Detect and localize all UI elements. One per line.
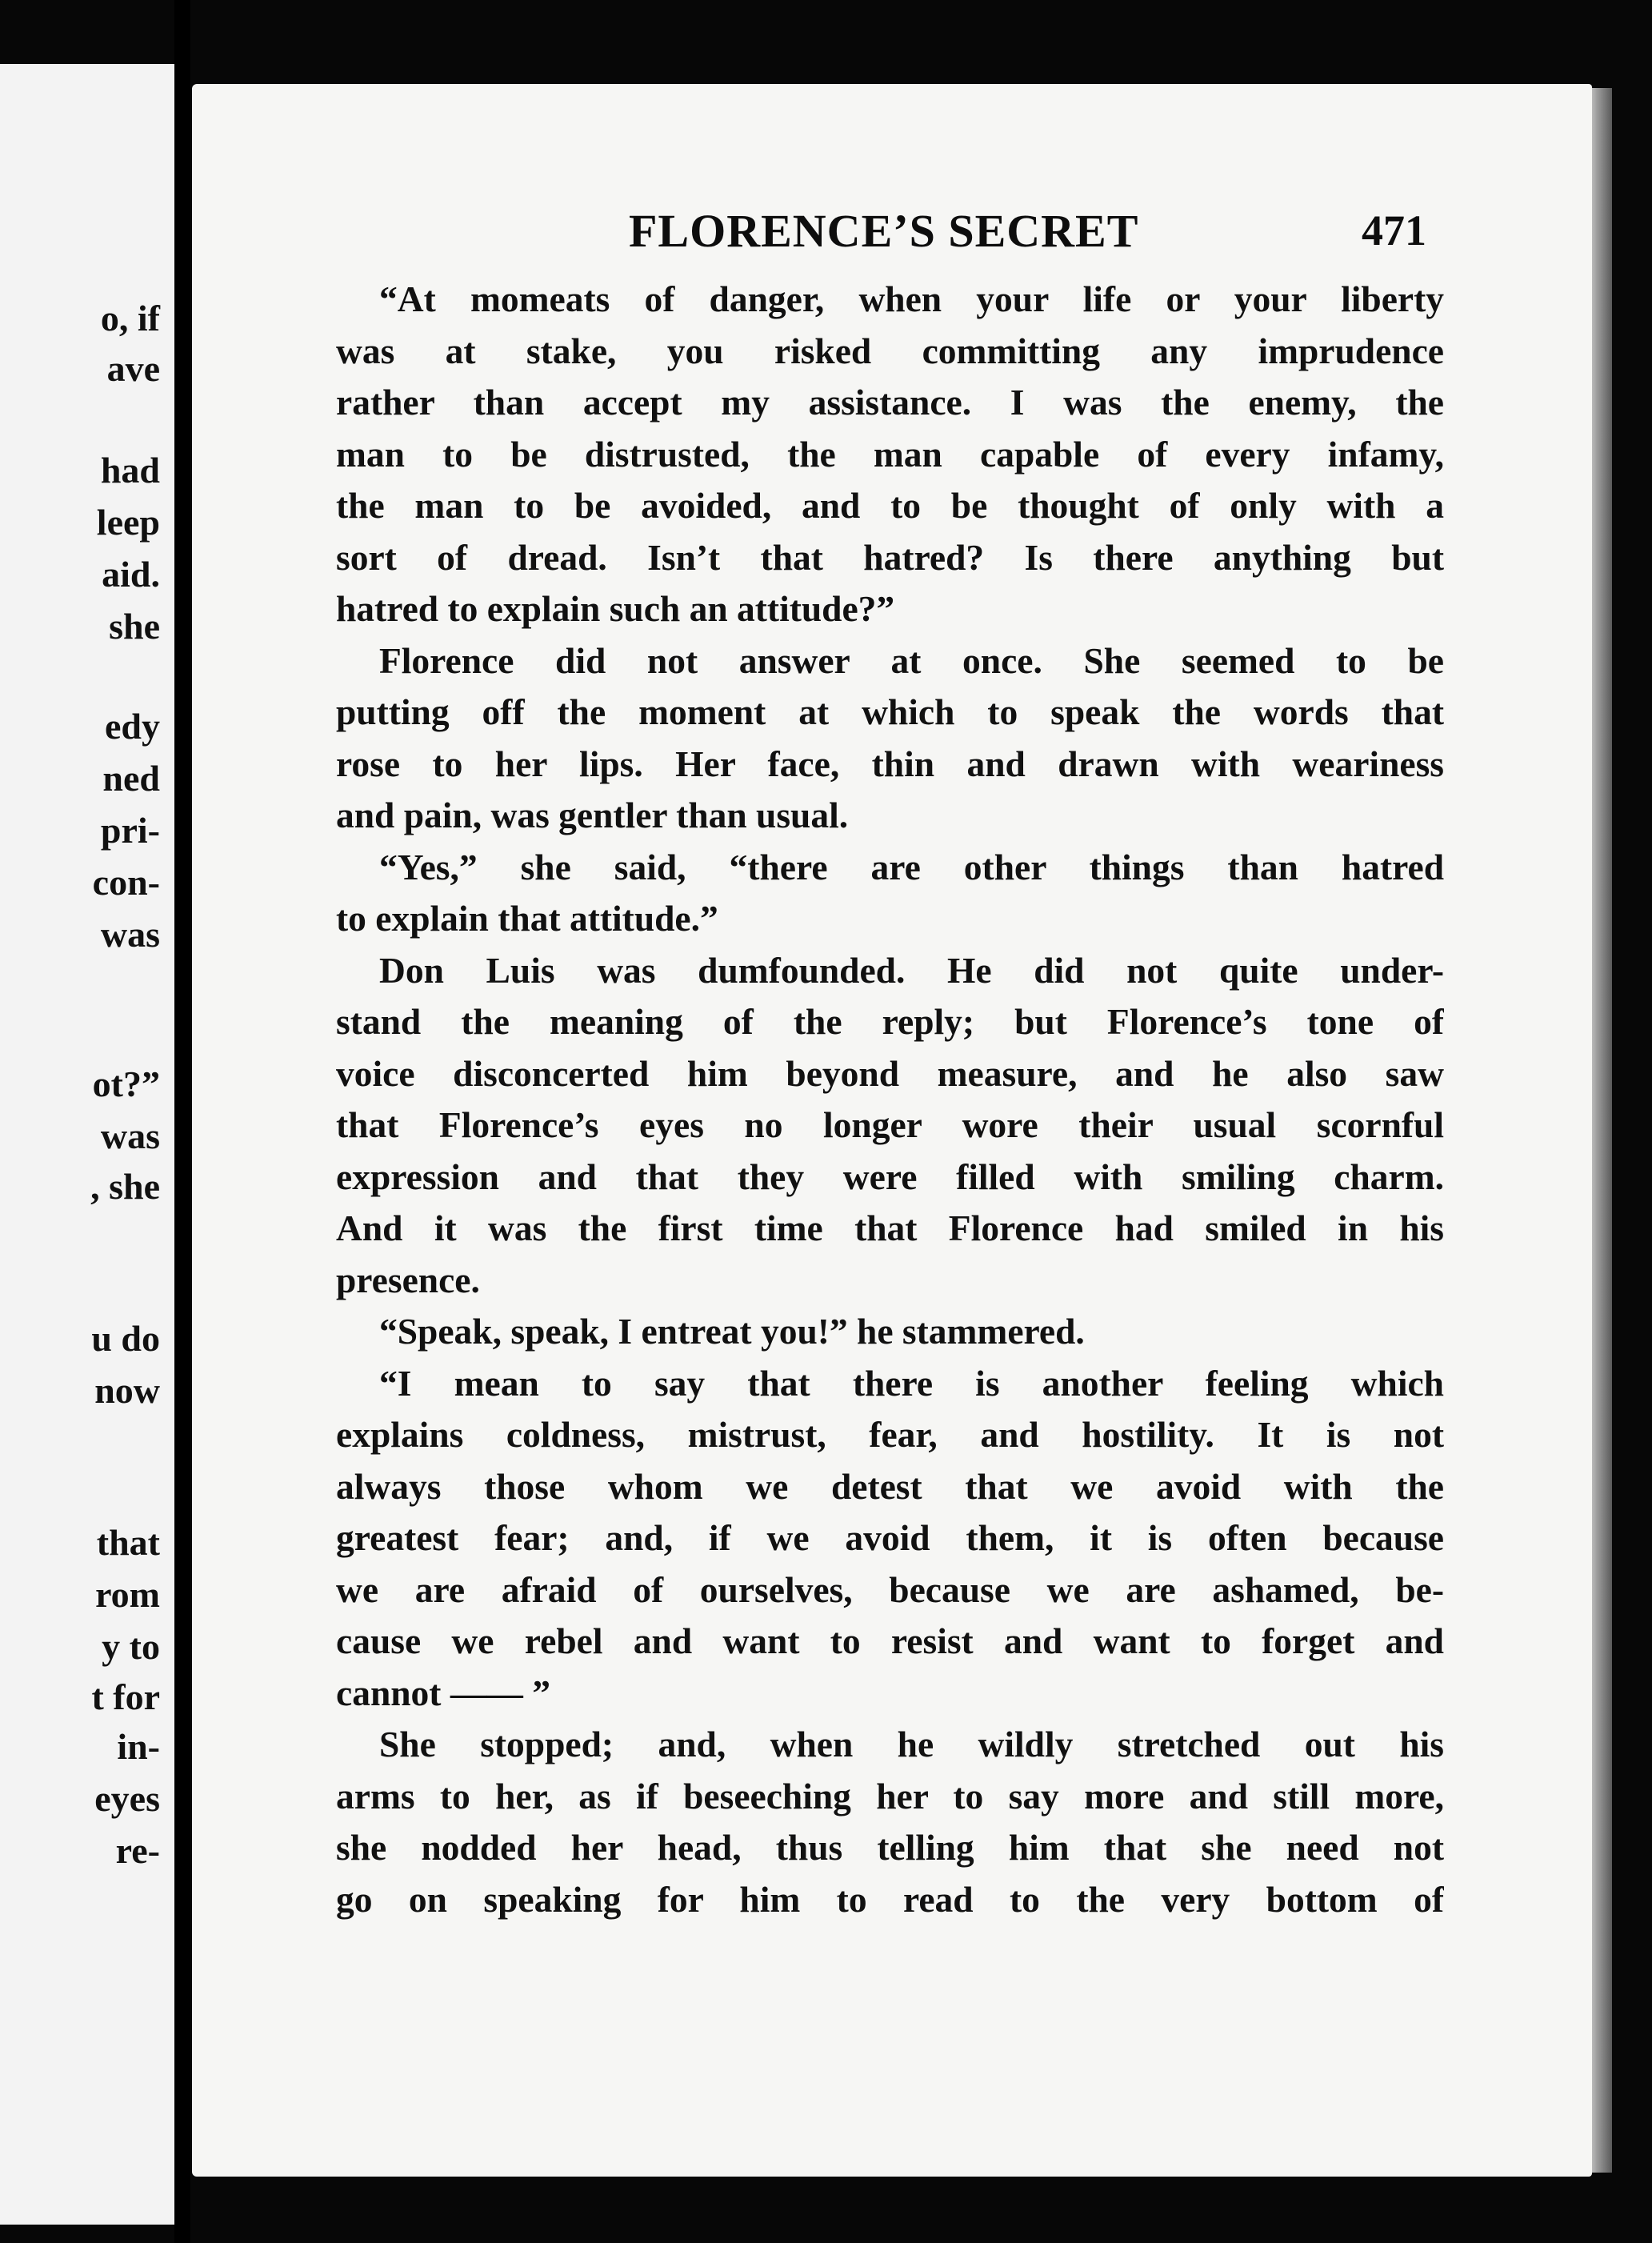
left-page-line: now — [94, 1370, 160, 1411]
page-header — [192, 204, 1592, 260]
left-page-line: was — [100, 1115, 160, 1156]
text-line: cannot —— ” — [336, 1672, 550, 1713]
text-line: rose to her lips. Her face, thin and drawn with weariness — [336, 743, 1444, 784]
text-line: that Florence’s eyes no longer wore their usual scornful — [336, 1104, 1444, 1145]
text-line: always those whom we detest that we avoid with the — [336, 1465, 1444, 1507]
paragraph — [336, 1358, 1444, 1720]
paragraph — [336, 945, 1444, 1307]
text-line: “I mean to say that there is another feeling which — [379, 1362, 1444, 1404]
text-line: expression and that they were filled with smiling charm. — [336, 1156, 1444, 1197]
text-line: arms to her, as if beseeching her to say more and still more, — [336, 1775, 1444, 1816]
text-line: hatred to explain such an attitude?” — [336, 588, 895, 629]
text-line: “At momeats of danger, when your life or your liberty — [379, 278, 1444, 319]
left-page-line: eyes — [94, 1778, 160, 1819]
text-line: we are afraid of ourselves, because we are ashamed, be- — [336, 1568, 1444, 1610]
paragraph — [336, 1719, 1444, 1925]
text-line: And it was the first time that Florence had smiled in his — [336, 1208, 1444, 1248]
left-page-line: ned — [102, 758, 160, 799]
text-line: voice disconcerted him beyond measure, and he also saw — [336, 1052, 1444, 1094]
left-page-line: pri- — [100, 810, 160, 851]
text-line: she nodded her head, thus telling him that she need not — [336, 1827, 1444, 1868]
text-line: greatest fear; and, if we avoid them, it is often because — [336, 1517, 1444, 1558]
text-line: man to be distrusted, the man capable of every infamy, — [336, 433, 1444, 475]
text-line: Florence did not answer at once. She seemed to be — [379, 639, 1444, 681]
left-page-line: had — [100, 450, 160, 491]
text-line: the man to be avoided, and to be thought of only with a — [336, 485, 1444, 526]
left-page-line: leep — [96, 502, 160, 543]
text-line: Don Luis was dumfounded. He did not quite under- — [379, 949, 1444, 991]
text-line: putting off the moment at which to speak the words that — [336, 691, 1444, 732]
text-line: to explain that attitude.” — [336, 898, 718, 939]
left-page-line: aid. — [102, 554, 160, 595]
paragraph — [336, 274, 1444, 635]
text-line: cause we rebel and want to resist and want to forget and — [336, 1620, 1444, 1661]
text-line: stand the meaning of the reply; but Florence’s tone of — [336, 1001, 1444, 1042]
left-page-line: was — [100, 914, 160, 955]
left-page-line: that — [96, 1522, 160, 1563]
text-line: sort of dread. Isn’t that hatred? Is there anything but — [336, 536, 1444, 578]
text-line: “Speak, speak, I entreat you!” he stammered. — [379, 1311, 1085, 1352]
body-text — [336, 274, 1444, 1925]
left-page-line: re- — [115, 1830, 160, 1871]
running-title: FLORENCE’S SECRET — [629, 205, 1139, 257]
text-line: “Yes,” she said, “there are other things than hatred — [379, 846, 1444, 887]
paragraph — [336, 635, 1444, 842]
book-gutter — [174, 0, 190, 2243]
left-page-line: ave — [106, 348, 160, 389]
left-page-line: ot?” — [92, 1063, 160, 1104]
left-page-line: con- — [92, 862, 160, 903]
text-line: was at stake, you risked committing any imprudence — [336, 330, 1444, 371]
left-page-line: u do — [91, 1318, 160, 1359]
left-page-line: in- — [117, 1726, 160, 1767]
text-line: and pain, was gentler than usual. — [336, 795, 849, 835]
left-page-line: , she — [90, 1166, 160, 1207]
left-page-line: rom — [95, 1574, 160, 1615]
left-page-line: t for — [91, 1676, 160, 1717]
left-page-fragment — [0, 64, 174, 2225]
paragraph — [336, 842, 1444, 945]
left-page-line: edy — [105, 706, 160, 747]
left-page-line: she — [109, 606, 160, 647]
text-line: presence. — [336, 1259, 480, 1300]
text-line: She stopped; and, when he wildly stretched out his — [379, 1724, 1444, 1764]
left-page-line: y to — [102, 1626, 160, 1667]
page-number: 471 — [1362, 206, 1426, 254]
text-line: go on speaking for him to read to the very bottom of — [336, 1878, 1444, 1920]
right-page — [192, 84, 1592, 2177]
paragraph — [336, 1306, 1444, 1358]
text-line: rather than accept my assistance. I was the enemy, the — [336, 382, 1444, 423]
text-line: explains coldness, mistrust, fear, and hostility. It is not — [336, 1414, 1444, 1455]
left-page-line: o, if — [100, 298, 160, 338]
